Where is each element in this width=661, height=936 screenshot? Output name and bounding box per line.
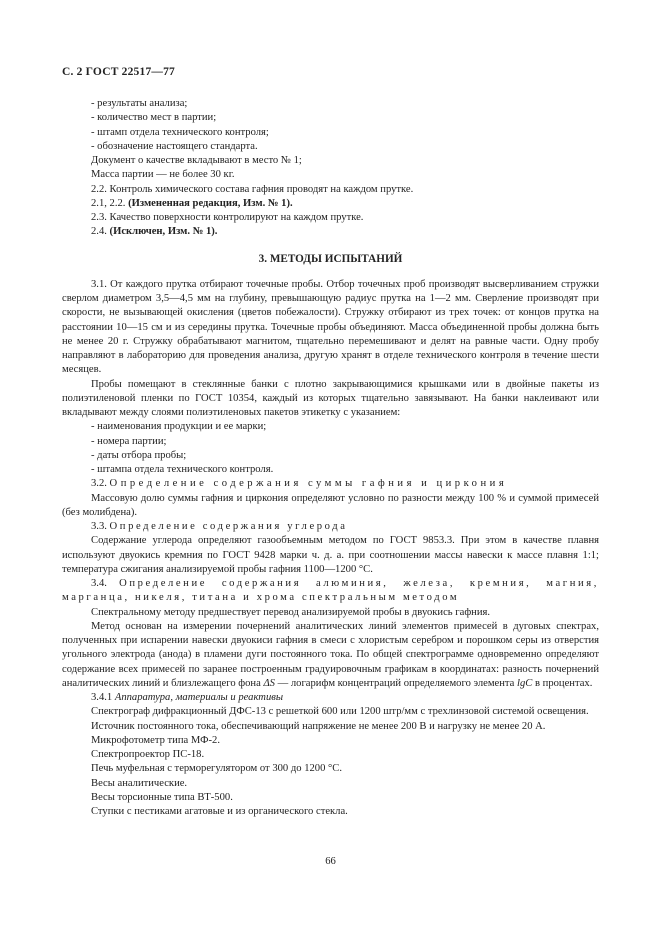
method-text: — логарифм концентраций определяемого элемента xyxy=(274,677,518,689)
list-item: - штампа отдела технического контроля. xyxy=(91,464,274,475)
paragraph-probes: Пробы помещают в стеклянные банки с плотно закрывающимися крышками или в двойные пакеты из полиэтиленовой пленки по ГОСТ 10354, каждый из которых тщательно завязывают. На банки наклеивают или вкладывают между слоями полиэтиленовых пакетов этикетку с указанием: xyxy=(62,378,599,418)
clause-title: Определение содержания суммы гафния и циркония xyxy=(109,478,508,490)
list-item: - результаты анализа; xyxy=(91,98,188,109)
paragraph-spectrograph: Спектрограф дифракционный ДФС-13 с решеткой 600 или 1200 штр/мм с трехлинзовой системой освещения. xyxy=(91,706,589,718)
clause-number: 2.1, 2.2. xyxy=(91,197,129,209)
clause-number: 2.4. xyxy=(91,226,110,238)
paragraph-3-2: Массовую долю суммы гафния и циркония определяют условно по разности между 100 % и суммой примесей (без молибдена). xyxy=(62,492,599,518)
equipment-item: Печь муфельная с терморегулятором от 300 до 1200 °С. xyxy=(91,763,342,775)
method-text: в процентах. xyxy=(532,677,593,689)
paragraph-2-2: 2.2. Контроль химического состава гафния проводят на каждом прутке. xyxy=(91,183,414,195)
section-title: 3. МЕТОДЫ ИСПЫТАНИЙ xyxy=(258,252,403,265)
list-item: - обозначение настоящего стандарта. xyxy=(91,140,258,152)
list-item: - номера партии; xyxy=(91,435,167,447)
method-text: Метод основан на измерении почернений аналитических линий элементов примесей в дуговых спектрах, полученных при испарении навески двуокиси гафния в смеси с хлористым серебром и порошком серы из отверстия угольного электрода (анода) в пламени дуги постоянного тока. По общей спектрограмме одновременно определяют содержание всех примесей по заранее построенным градуировочным графикам в координатах: разность почернений аналитических линий и близлежащего фона xyxy=(62,620,599,689)
paragraph-2-1-amend xyxy=(62,197,599,211)
amendment-note: (Исключен, Изм. № 1). xyxy=(109,226,218,238)
paragraph-3-1: 3.1. От каждого прутка отбирают точечные пробы. Отбор точечных проб производят высверливанием стружки сверлом диаметром 3,5—4,5 мм на глубину, превышающую радиус прутка на 1—2 мм. Сверление производят при скорости, не вызывающей окисления (цветов побежалости). Стружку отбирают из трех точек: от концов прутка на расстоянии 10—15 см и из середины прутка. Точечные пробы объединяют. Масса объединенной пробы должна быть не менее 20 г. Стружку обрабатывают магнитом, тщательно перемешивают и делят на равные части. Одну пробу направляют в лабораторию для проведения анализа, другую хранят в отделе технического контроля в течение шести месяцев. xyxy=(62,278,599,376)
page-number: 66 xyxy=(325,856,336,867)
formula-lgc: lgC xyxy=(517,677,533,689)
paragraph-mass: Масса партии — не более 30 кг. xyxy=(91,169,235,181)
equipment-item: Спектропроектор ПС-18. xyxy=(91,749,205,760)
amendment-note: (Измененная редакция, Изм. № 1). xyxy=(128,197,293,209)
paragraph-2-3: 2.3. Качество поверхности контролируют на каждом прутке. xyxy=(91,212,364,223)
paragraph-3-3: Содержание углерода определяют газообъемным методом по ГОСТ 9853.3. При этом в качестве плавня используют двуокись кремния по ГОСТ 9428 марки ч. д. а. при соотношении массы навески к массе плавня 1:1; температура сжигания анализируемой пробы гафния 1100—1200 °С. xyxy=(62,535,599,575)
clause-3-4-1-heading xyxy=(62,691,599,705)
list-item: - наименования продукции и ее марки; xyxy=(91,421,267,433)
paragraph-method xyxy=(62,620,599,691)
page-header: С. 2 ГОСТ 22517—77 xyxy=(62,66,175,78)
equipment-item: Весы аналитические. xyxy=(91,777,188,789)
equipment-item: Ступки с пестиками агатовые и из органического стекла. xyxy=(91,806,348,817)
clause-number: 3.3. xyxy=(91,521,110,532)
clause-title: Аппаратура, материалы и реактивы xyxy=(114,692,284,703)
clause-number: 3.4. xyxy=(91,578,120,589)
clause-title: Определение содержания алюминия, железа, кремния, магния, марганца, никеля, титана и хрома спектральным методом xyxy=(62,578,599,604)
paragraph-3-4: Спектральному методу предшествует перевод анализируемой пробы в двуокись гафния. xyxy=(91,606,491,618)
clause-3-4-heading xyxy=(62,577,599,606)
list-item: - даты отбора пробы; xyxy=(91,449,187,461)
paragraph-document: Документ о качестве вкладывают в место № 1; xyxy=(91,155,302,166)
body-text xyxy=(62,97,599,819)
clause-number: 3.4.1 xyxy=(91,692,115,703)
paragraph-2-4 xyxy=(62,225,599,239)
clause-title: Определение содержания углерода xyxy=(109,521,348,532)
list-item: - количество мест в партии; xyxy=(91,112,217,124)
clause-3-2-heading xyxy=(62,477,599,491)
equipment-item: Микрофотометр типа МФ-2. xyxy=(91,734,220,746)
list-item: - штамп отдела технического контроля; xyxy=(91,126,269,138)
clause-3-3-heading xyxy=(62,520,599,534)
equipment-item: Весы торсионные типа ВТ-500. xyxy=(91,791,233,803)
paragraph-source: Источник постоянного тока, обеспечивающий напряжение не менее 200 В и нагрузку не менее 20 А. xyxy=(91,720,546,732)
clause-number: 3.2. xyxy=(91,478,110,490)
formula-delta-s: ΔS xyxy=(263,677,275,689)
